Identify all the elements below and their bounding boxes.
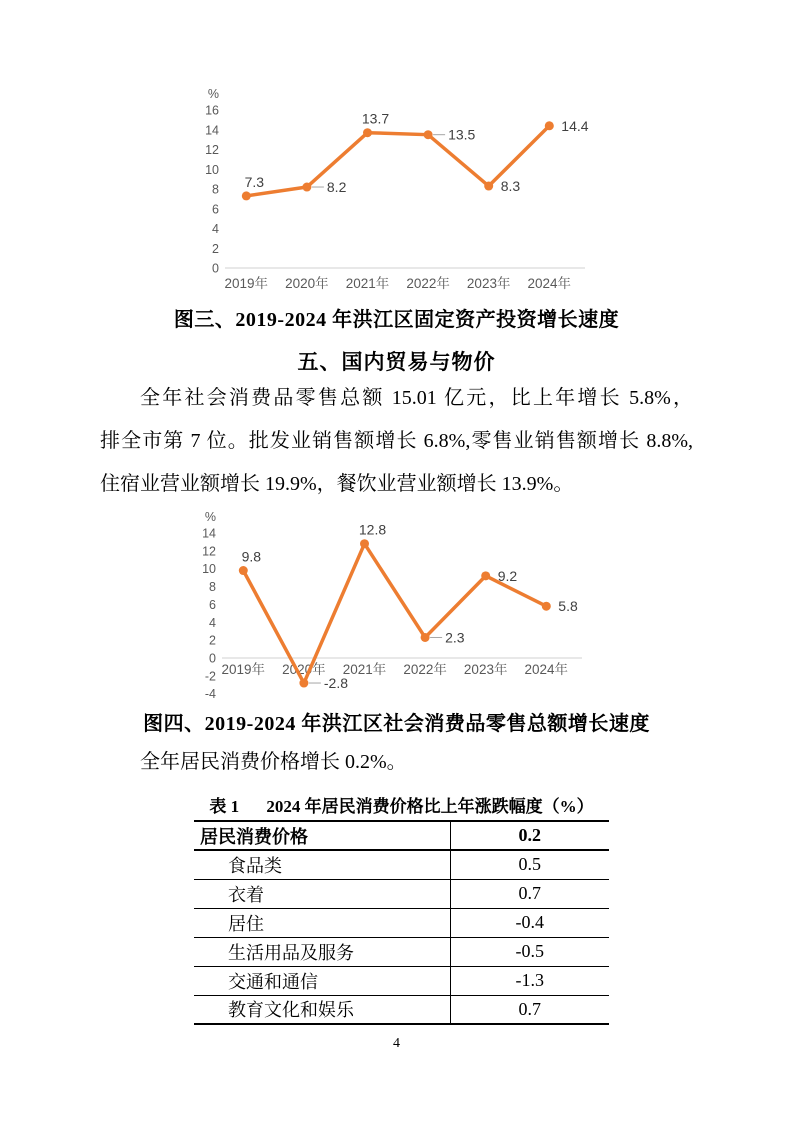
table-row bbox=[194, 937, 609, 966]
row-label: 居住 bbox=[194, 908, 450, 937]
table-row bbox=[194, 995, 609, 1024]
row-label: 教育文化和娱乐 bbox=[228, 1000, 354, 1021]
data-point-marker bbox=[363, 128, 372, 137]
x-axis-category-label: 2023年 bbox=[466, 276, 511, 291]
table1-caption-label: 表 1 bbox=[209, 797, 240, 816]
x-axis-category-label: 2020年 bbox=[285, 276, 329, 291]
data-point-marker bbox=[424, 130, 433, 139]
y-axis-tick-label: -4 bbox=[204, 687, 216, 702]
cpi-table-body bbox=[194, 821, 609, 1024]
data-point-marker bbox=[302, 183, 311, 192]
data-point-marker bbox=[545, 121, 554, 130]
data-point-marker bbox=[542, 602, 551, 611]
x-axis-category-label: 2022年 bbox=[403, 662, 447, 677]
data-label: 12.8 bbox=[358, 521, 387, 538]
y-axis-tick-label: 8 bbox=[212, 182, 219, 197]
y-axis-tick-label: 6 bbox=[209, 597, 216, 612]
y-axis-tick-label: 2 bbox=[212, 241, 219, 256]
y-axis-tick-label: -2 bbox=[204, 669, 216, 684]
y-axis-tick-label: 12 bbox=[202, 544, 216, 559]
y-axis-tick-label: 14 bbox=[202, 526, 216, 541]
paragraph-trade-line1: 全年社会消费品零售总额 15.01 亿元，比上年增长 5.8%， bbox=[140, 387, 693, 409]
data-label: 9.2 bbox=[497, 567, 518, 584]
y-axis-tick-label: 10 bbox=[205, 162, 219, 177]
x-axis-category-label: 2022年 bbox=[406, 276, 450, 291]
x-axis-category-label: 2019年 bbox=[224, 276, 269, 291]
table-row bbox=[194, 821, 609, 850]
x-axis-category-label: 2024年 bbox=[527, 276, 572, 291]
data-label: 5.8 bbox=[558, 598, 578, 615]
y-axis-tick-label: 0 bbox=[209, 651, 216, 666]
data-point-marker bbox=[421, 633, 430, 642]
y-axis-tick-label: 16 bbox=[205, 103, 219, 118]
data-point-marker bbox=[299, 679, 308, 688]
y-axis-tick-label: 4 bbox=[209, 615, 216, 630]
section-heading: 五、国内贸易与物价 bbox=[297, 351, 496, 374]
paragraph-cpi: 全年居民消费价格增长 0.2%。 bbox=[140, 751, 407, 773]
paragraph-trade-line2: 排全市第 7 位。批发业销售额增长 6.8%,零售业销售额增长 8.8%, bbox=[100, 430, 693, 452]
row-value: -0.4 bbox=[450, 908, 609, 937]
figure3-caption: 图三、2019-2024 年洪江区固定资产投资增长速度 bbox=[173, 309, 620, 331]
data-label: -2.8 bbox=[323, 675, 349, 692]
table1-caption bbox=[194, 792, 609, 817]
page-number: 4 bbox=[393, 1036, 400, 1051]
y-axis-tick-label: 8 bbox=[209, 580, 216, 595]
data-label: 13.5 bbox=[448, 126, 476, 143]
x-axis-category-label: 2021年 bbox=[342, 662, 387, 677]
data-point-marker bbox=[239, 566, 248, 575]
y-axis-tick-label: 6 bbox=[212, 202, 219, 217]
data-label: 13.7 bbox=[361, 110, 390, 127]
table-row bbox=[194, 966, 609, 995]
data-label: 8.3 bbox=[500, 178, 521, 195]
figure4-chart bbox=[192, 506, 592, 706]
y-axis-tick-label: 2 bbox=[209, 633, 216, 648]
y-axis-unit-label: % bbox=[204, 510, 216, 524]
y-axis-tick-label: 4 bbox=[212, 222, 219, 236]
paragraph-trade-line3: 住宿业营业额增长 19.9%，餐饮业营业额增长 13.9%。 bbox=[100, 473, 574, 495]
data-point-marker bbox=[242, 191, 251, 200]
data-label: 14.4 bbox=[561, 117, 589, 134]
data-label: 2.3 bbox=[445, 629, 465, 646]
data-point-marker bbox=[484, 182, 493, 191]
table-row bbox=[194, 908, 609, 937]
row-value: 0.2 bbox=[450, 821, 609, 850]
x-axis-category-label: 2023年 bbox=[463, 662, 508, 677]
data-label: 9.8 bbox=[241, 548, 262, 565]
row-value: 0.5 bbox=[450, 850, 609, 879]
row-label: 居民消费价格 bbox=[194, 821, 450, 850]
figure3-chart bbox=[195, 86, 593, 298]
figure3-line-chart bbox=[195, 86, 593, 298]
data-point-marker bbox=[360, 539, 369, 548]
x-axis-category-label: 2019年 bbox=[221, 662, 266, 677]
row-value: 0.7 bbox=[450, 879, 609, 908]
x-axis-category-label: 2021年 bbox=[345, 276, 390, 291]
x-axis-category-label: 2024年 bbox=[524, 662, 569, 677]
x-axis-category-label: 2020年 bbox=[282, 662, 326, 677]
y-axis-tick-label: 14 bbox=[205, 123, 219, 138]
row-label: 食品类 bbox=[194, 850, 450, 879]
row-label: 交通和通信 bbox=[194, 966, 450, 995]
y-axis-tick-label: 0 bbox=[212, 261, 219, 276]
y-axis-tick-label: 12 bbox=[205, 143, 219, 157]
row-value: 0.7 bbox=[450, 995, 609, 1024]
row-label: 生活用品及服务 bbox=[194, 937, 450, 966]
table1-caption-text: 2024 年居民消费价格比上年涨跌幅度（%） bbox=[266, 797, 594, 816]
data-label: 7.3 bbox=[244, 173, 265, 190]
row-value: -0.5 bbox=[450, 937, 609, 966]
data-point-marker bbox=[481, 571, 490, 580]
cpi-table bbox=[194, 820, 609, 1025]
row-value: -1.3 bbox=[450, 966, 609, 995]
figure4-caption: 图四、2019-2024 年洪江区社会消费品零售总额增长速度 bbox=[143, 713, 650, 735]
figure4-line-chart bbox=[192, 506, 592, 706]
y-axis-tick-label: 10 bbox=[202, 562, 216, 577]
y-axis-unit-label: % bbox=[207, 87, 219, 101]
paragraph-trade bbox=[100, 377, 693, 506]
table-row bbox=[194, 850, 609, 879]
data-label: 8.2 bbox=[326, 179, 347, 196]
table-row bbox=[194, 879, 609, 908]
row-label: 衣着 bbox=[194, 879, 450, 908]
